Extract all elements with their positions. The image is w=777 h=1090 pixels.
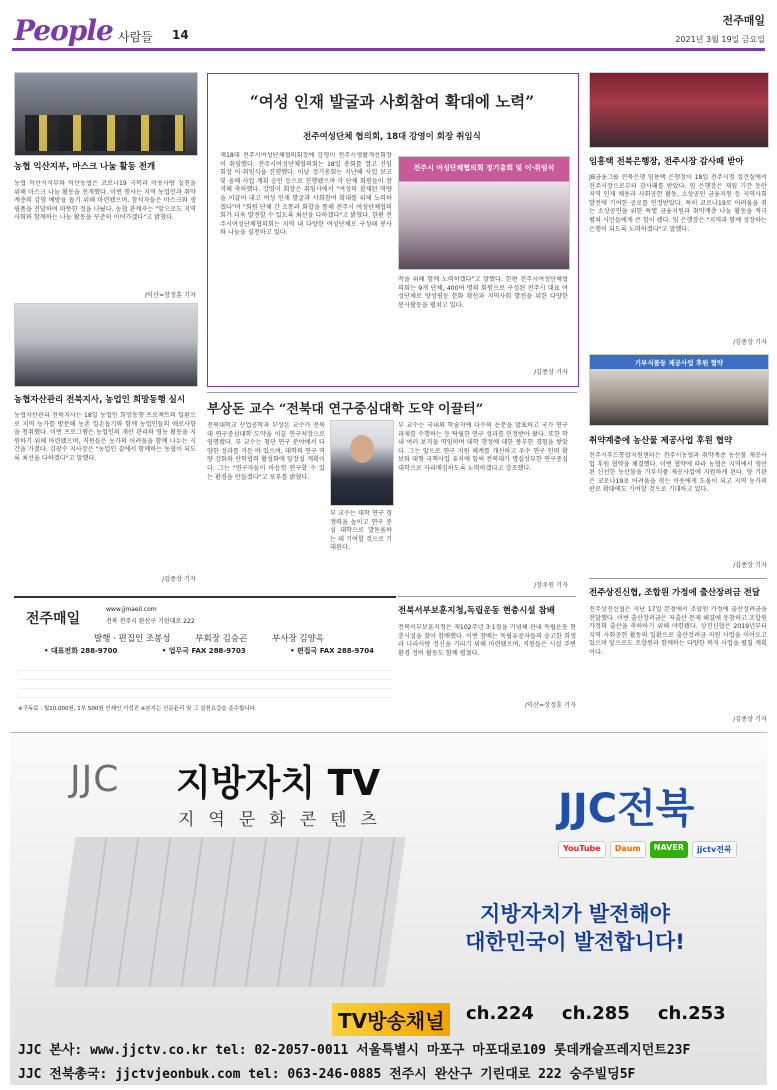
masthead: [14, 596, 396, 714]
prof-headline: 부상돈 교수 “전북대 연구중심대학 도약 이끌터”: [207, 402, 484, 417]
photo-professor: [330, 420, 394, 506]
ad-slogan-1: 지방자치가 발전해야: [480, 902, 670, 926]
section-divider: [207, 392, 577, 393]
photo-banner-text: 전주시 여성단체협의회 정기총회 및 이·취임식: [413, 164, 555, 172]
jjctv-logo: jjctv전북: [692, 841, 737, 858]
article-body: 전주상진신협은 지난 17일 본점에서 조합원 가정에 출산장려금을 전달했다. 이번 출산장려금은 저출산 문제 해결에 동참하고 조합원 가정의 출산을 축하하기 위해 마련됐다. 상진신협은 2019년부터 지역 사회공헌 활동의 일환으로 출산장려금 지원 사업을 이어오고 있으며 앞으로도 조합원과 함께하는 다양한 복지 사업을 펼칠 계획이다.: [589, 606, 767, 656]
photo-bank-award: [589, 72, 769, 148]
article-title: 임흥택 전북은행장, 전주시장 감사패 받아: [589, 157, 744, 167]
youtube-logo: YouTube: [558, 841, 606, 858]
article-title: 취약계층에 농산물 제공사업 후원 협약: [589, 436, 733, 446]
prof-body-col2: 부 교수는 대학 연구 경쟁력을 높이고 연구 중심 대학으로 발돋움하는 데 기여할 것으로 기대된다.: [330, 510, 392, 552]
prof-body-col3: 부 교수는 국내외 학술지에 다수의 논문을 발표하고 국가 연구과제를 수행하는 등 탁월한 연구 성과를 인정받아 왔다. 또한 학내 여러 보직을 역임하며 대학 행정에 대한 풍부한 경험을 쌓았다. 그는 앞으로 연구 지원 체계를 개선하고 우수 연구 인력 확보와 대형 국책사업 유치에 힘써 전북대가 명실상부한 연구중심대학으로 자리매김하도록 노력하겠다고 강조했다.: [398, 422, 568, 472]
masthead-address: 전북 전주시 완산구 기린대로 222: [106, 618, 195, 625]
ad-footer-jeonbuk: JJC 전북총국: jjctvjeonbuk.com tel: 063-246-0885 전주시 완산구 기린대로 222 숭주빌딩5F: [18, 1067, 636, 1082]
article-body: 전북서부보훈지청은 제102주년 3·1절을 기념해 관내 독립운동 현충시설을 찾아 참배했다. 이번 참배는 독립유공자들의 숭고한 희생과 나라사랑 정신을 기리기 위해 마련됐으며, 직원들은 시설 주변 환경 정비 활동도 함께 펼쳤다.: [398, 624, 576, 657]
article-title: 전주상진신협, 조합원 가정에 출산장려금 전달: [589, 588, 761, 598]
naver-logo: NAVER: [650, 841, 688, 858]
role-publisher: 발행 · 편집인 조봉성: [94, 634, 171, 644]
main-headline: “여성 인재 발굴과 사회참여 확대에 노력”: [249, 92, 535, 111]
ad-title: 지방자치 TV: [176, 763, 381, 804]
section-divider: [589, 578, 767, 579]
masthead-notice: ※구독료 : 월10,000원, 1부 500원 인쇄인 이성진 ※본지는 신문윤리 및 그 실천요강을 준수합니다.: [18, 706, 257, 712]
paper-name: 전주매일: [722, 14, 765, 27]
section-subtitle: 사람들: [118, 30, 153, 44]
phone-business: • 업무국 FAX 288-9703: [161, 647, 246, 655]
masthead-name: 전주매일: [26, 611, 81, 627]
phone-editorial: • 편집국 FAX 288-9704: [290, 647, 374, 655]
ad-subtitle: 지역문화콘텐츠: [178, 810, 391, 830]
daum-logo: Daum: [610, 841, 646, 858]
article-reporter: /김종상 기자: [162, 576, 196, 583]
article-reporter: /김종상 기자: [733, 339, 767, 346]
ad-slogan-2: 대한민국이 발전합니다!: [465, 930, 685, 954]
article-body: 농협자산관리 전북지사는 18일 농업인 희망동행 프로젝트의 일환으로 지역 농가를 방문해 농촌 일손돕기와 함께 농업인들의 애로사항을 청취했다. 이번 프로그램은 농업인의 재산 관리와 영농 활동을 지원하기 위해 마련됐으며, 직원들은 농가의 어려움을 함께 나누는 시간을 가졌다. 김광수 지사장은 "농업인 곁에서 함께하는 농협이 되도록 최선을 다하겠다"고 말했다.: [14, 412, 196, 462]
article-reporter: /김종상 기자: [733, 716, 767, 723]
photo-mask-donation: [14, 72, 198, 156]
channel-kt: ch.224: [466, 1003, 534, 1024]
channel-btv: ch.285: [561, 1003, 630, 1024]
article-reporter: /익산=장정훈 기자: [524, 702, 576, 709]
main-body-col2: 작을 위해 함께 노력하겠다"고 말했다. 한편 전주시여성단체협의회는 9개 단체, 400여 명의 회원으로 구성된 전주시 대표 여성단체로 양성평등 문화 확산과 지역사회 발전을 위한 다양한 봉사활동을 펼치고 있다.: [398, 276, 568, 309]
prof-body-col1: 전북대학교 산업공학과 부상돈 교수가 전북대 연구중심대학 도약을 이끌 연구처장으로 임명됐다. 부 교수는 첨단 연구 분야에서 다양한 성과를 거둔 바 있으며, 대학의 연구 역량 강화와 산학협력 활성화에 앞장설 계획이다. 그는 "연구자들이 마음껏 연구할 수 있는 환경을 만들겠다"고 포부를 밝혔다.: [207, 422, 325, 481]
main-reporter: /김종상 기자: [534, 369, 568, 376]
header-rule: [12, 48, 765, 51]
video-wall-graphic: [54, 837, 405, 987]
article-title: 전북서부보훈지청,독립운동 현충시설 참배: [398, 606, 555, 616]
page-number: 14: [172, 28, 189, 42]
main-body-col1: 제18대 전주시여성단체협의회장에 강영이 전주시생활개선회장이 취임했다. 전주시여성단체협의회는 18일 총회를 열고 신임 회장 이·취임식을 진행했다. 이날 정기총회는 지난해 사업 보고 및 올해 사업 계획 승인 등으로 진행됐으며 각 단체 회원들이 참석해 축하했다. 강영이 회장은 취임사에서 "여성의 잠재된 역량을 이끌어 내고 여성 인재 발굴과 사회참여 확대를 위해 노력하겠다"며 "회원 단체 간 소통과 화합을 통해 전주시 여성단체협의회가 더욱 발전할 수 있도록 최선을 다하겠다"고 밝혔다. 한편 전주시여성단체협의회는 지역 내 다양한 여성단체로 구성돼 봉사와 나눔을 실천하고 있다.: [220, 152, 392, 237]
prof-reporter: /장우원 기자: [534, 582, 568, 589]
issue-date: 2021년 3월 19일 금요일: [675, 35, 765, 44]
phone-main: • 대표전화 288-9700: [44, 647, 118, 655]
section-divider: [398, 596, 576, 597]
article-reporter: /김종상 기자: [733, 562, 767, 569]
branch-table: [18, 662, 392, 700]
role-vice-president: 부사장 김양옥: [272, 634, 324, 644]
jjc-brand-left: JJC: [70, 759, 120, 800]
article-body: JB금융그룹 전북은행 임용택 은행장이 18일 전주시청 접견실에서 전주시장으로부터 감사패를 받았다. 임 은행장은 재임 기간 동안 지역 인재 채용과 사회공헌 활동, 소상공인 금융지원 등 지역사회 발전에 기여한 공로를 인정받았다. 특히 코로나19로 어려움을 겪는 소상공인을 위한 특별 금융지원과 취약계층 나눔 활동을 적극 펼쳐 시민들에게 큰 힘이 됐다. 임 은행장은 "지역과 함께 성장하는 은행이 되도록 노력하겠다"고 말했다.: [589, 174, 767, 233]
photo-inauguration: [398, 156, 570, 270]
jjc-brand-right: JJC전북: [558, 786, 695, 832]
article-body: 농협 익산시지부와 익산농협은 코로나19 극복과 이웃사랑 실천을 위해 마스크 나눔 활동을 전개했다. 이번 행사는 지역 농업인과 취약계층의 감염 예방을 돕기 위해 마련됐으며, 참석자들은 마스크와 생필품을 전달하며 따뜻한 정을 나눴다. 농협 관계자는 "앞으로도 지역사회와 함께하는 나눔 활동을 꾸준히 이어가겠다"고 밝혔다.: [14, 180, 196, 222]
article-reporter: /익산=장정훈 기자: [144, 292, 196, 299]
ad-footer-hq: JJC 본사: www.jjctv.co.kr tel: 02-2057-0011 서울특별시 마포구 마포대로109 롯데캐슬프레지던트23F: [18, 1043, 691, 1058]
tv-channel-label: TV방송채널: [332, 1003, 450, 1036]
channel-uplus: ch.253: [657, 1003, 726, 1024]
photo-food-agreement: [589, 354, 769, 426]
article-title: 농협 익산지부, 마스크 나눔 활동 전개: [14, 162, 156, 172]
masthead-url: www.jjmaeil.com: [106, 606, 157, 613]
main-subtitle: 전주여성단체 협의회, 18대 강영이 회장 취임식: [303, 132, 481, 142]
jjc-advertisement: [10, 732, 767, 1085]
article-body: 전주시푸드통합지원센터는 전주시농협과 취약계층 농산물 제공사업 후원 협약을 체결했다. 이번 협약에 따라 농협은 지역에서 생산된 신선한 농산물을 기부식품 제공사업에 지원하게 된다. 양 기관은 코로나19로 어려움을 겪는 이웃에게 도움이 되고 지역 농가의 판로 확대에도 기여할 것으로 기대하고 있다.: [589, 452, 767, 494]
article-title: 농협자산관리 전북지사, 농업인 희망동행 실시: [14, 395, 186, 405]
section-title: People: [14, 14, 113, 47]
role-vice-chair: 부회장 김승곤: [195, 634, 248, 644]
photo-agri-asset: [14, 303, 198, 387]
photo-banner-text: 기부식품등 제공사업 후원 협약: [634, 359, 724, 367]
